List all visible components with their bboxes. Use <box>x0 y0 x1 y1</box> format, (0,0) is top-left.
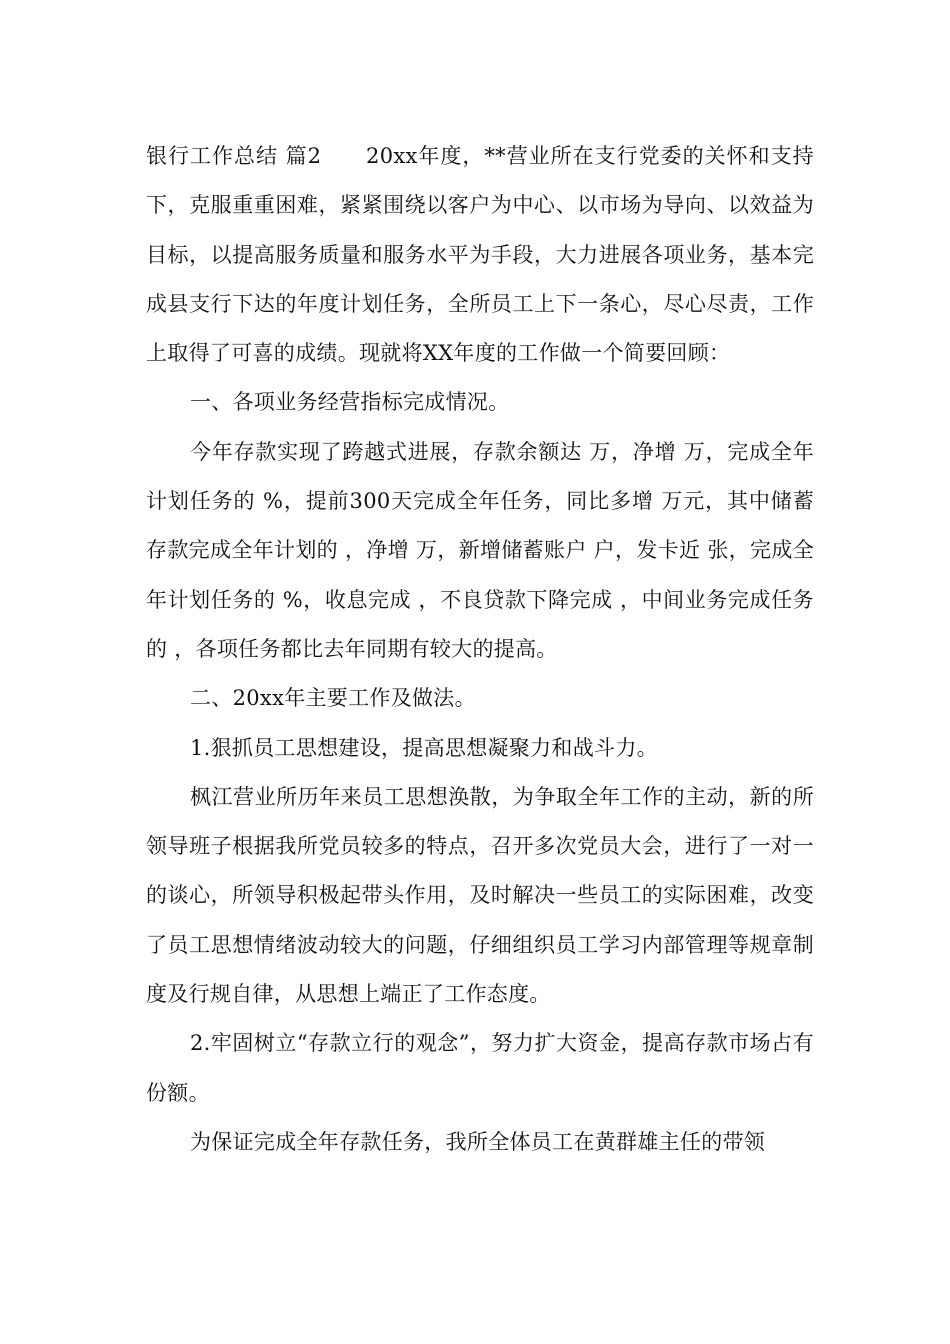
document-body <box>146 132 814 1167</box>
section-heading-1: 一、各项业务经营指标完成情况。 <box>190 390 510 415</box>
intro-paragraph: 银行工作总结 篇2 20xx年度，**营业所在支行党委的关怀和支持下，克服重重困难，紧紧围绕以客户为中心、以市场为导向、以效益为目标，以提高服务质量和服务水平为手段，大力进展各项业务，基本完成县支行下达的年度计划任务，全所员工上下一条心，尽心尽责，工作上取得了可喜的成绩。现就将XX年度的工作做一个简要回顾： <box>146 144 814 366</box>
section-heading-2: 二、20xx年主要工作及做法。 <box>190 686 476 711</box>
subheading-1: 1.狠抓员工思想建设，提高思想凝聚力和战斗力。 <box>190 735 658 760</box>
subheading-2: 2.牢固树立“存款立行的观念”，努力扩大资金，提高存款市场占有份额。 <box>146 1031 814 1105</box>
body-paragraph: 为保证完成全年存款任务，我所全体员工在黄群雄主任的带领 <box>190 1129 766 1154</box>
body-paragraph: 枫江营业所历年来员工思想涣散，为争取全年工作的主动，新的所领导班子根据我所党员较多的特点，召开多次党员大会，进行了一对一的谈心，所领导积极起带头作用，及时解决一些员工的实际困难，改变了员工思想情绪波动较大的问题，仔细组织员工学习内部管理等规章制度及行规自律，从思想上端正了工作态度。 <box>146 784 814 1007</box>
body-paragraph: 今年存款实现了跨越式进展，存款余额达 万，净增 万，完成全年计划任务的 %，提前300天完成全年任务，同比多增 万元，其中储蓄存款完成全年计划的 ，净增 万，新增储蓄账户 户，发卡近 张，完成全年计划任务的 %，收息完成 ，不良贷款下降完成 ，中间业务完成任务的 ，各项任务都比去年同期有较大的提高。 <box>146 439 814 661</box>
